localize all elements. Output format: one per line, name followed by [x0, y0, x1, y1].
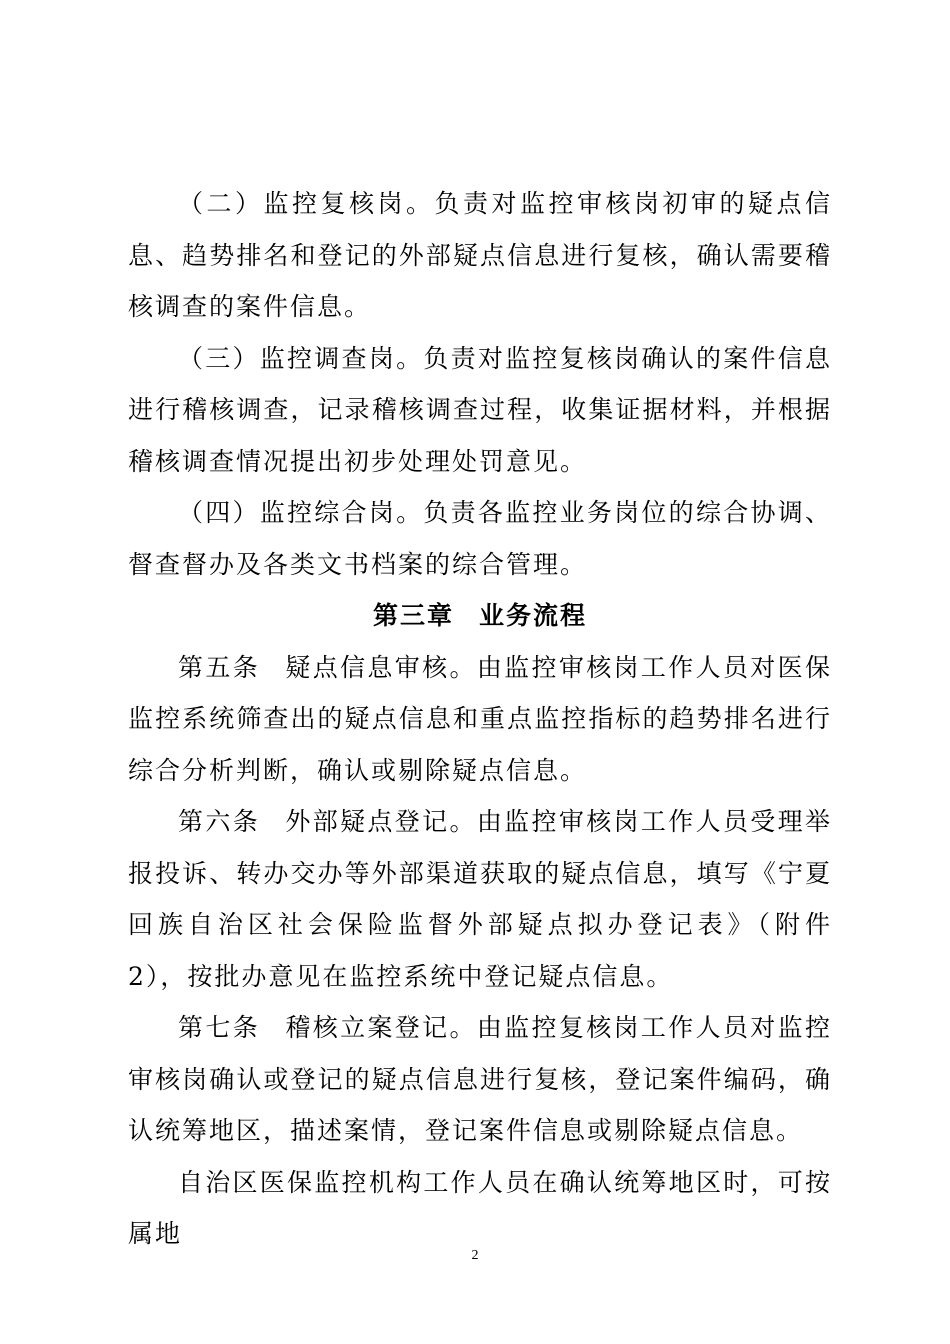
article-label: 第五条: [178, 652, 261, 682]
article-text: 疑点信息审核。由监控审核岗工作人员对医保监控系统筛查出的疑点信息和重点监控指标的趋势排名进行综合分析判断，确认或剔除疑点信息。: [128, 652, 832, 785]
article-label: 第七条: [178, 1013, 261, 1042]
article-text: 稽核立案登记。由监控复核岗工作人员对监控审核岗确认或登记的疑点信息进行复核，登记案件编码，确认统筹地区，描述案情，登记案件信息或剔除疑点信息。: [128, 1013, 832, 1145]
page-number: 2: [471, 1248, 479, 1263]
article-7: [128, 1002, 832, 1157]
article-label: 第六条: [178, 807, 261, 836]
paragraph-review-post: （二）监控复核岗。负责对监控审核岗初审的疑点信息、趋势排名和登记的外部疑点信息进行复核，确认需要稽核调查的案件信息。: [128, 189, 832, 321]
article-text: 外部疑点登记。由监控审核岗工作人员受理举报投诉、转办交办等外部渠道获取的疑点信息，填写《宁夏回族自治区社会保险监督外部疑点拟办登记表》（附件 2），按批办意见在监控系统中登记疑点信息。: [128, 807, 832, 991]
article-5: [128, 642, 832, 797]
article-6: [128, 796, 832, 1002]
chapter-number: 第三章: [372, 601, 454, 630]
paragraph-general-post: （四）监控综合岗。负责各监控业务岗位的综合协调、督查督办及各类文书档案的综合管理。: [128, 498, 832, 579]
paragraph-investigation-post: （三）监控调查岗。负责对监控复核岗确认的案件信息进行稽核调查，记录稽核调查过程，收集证据材料，并根据稽核调查情况提出初步处理处罚意见。: [128, 343, 832, 476]
chapter-heading: [128, 590, 832, 642]
body-text: [128, 178, 832, 1260]
chapter-title: 业务流程: [479, 601, 588, 630]
paragraph-continued: 自治区医保监控机构工作人员在确认统筹地区时，可按属地: [128, 1167, 832, 1248]
